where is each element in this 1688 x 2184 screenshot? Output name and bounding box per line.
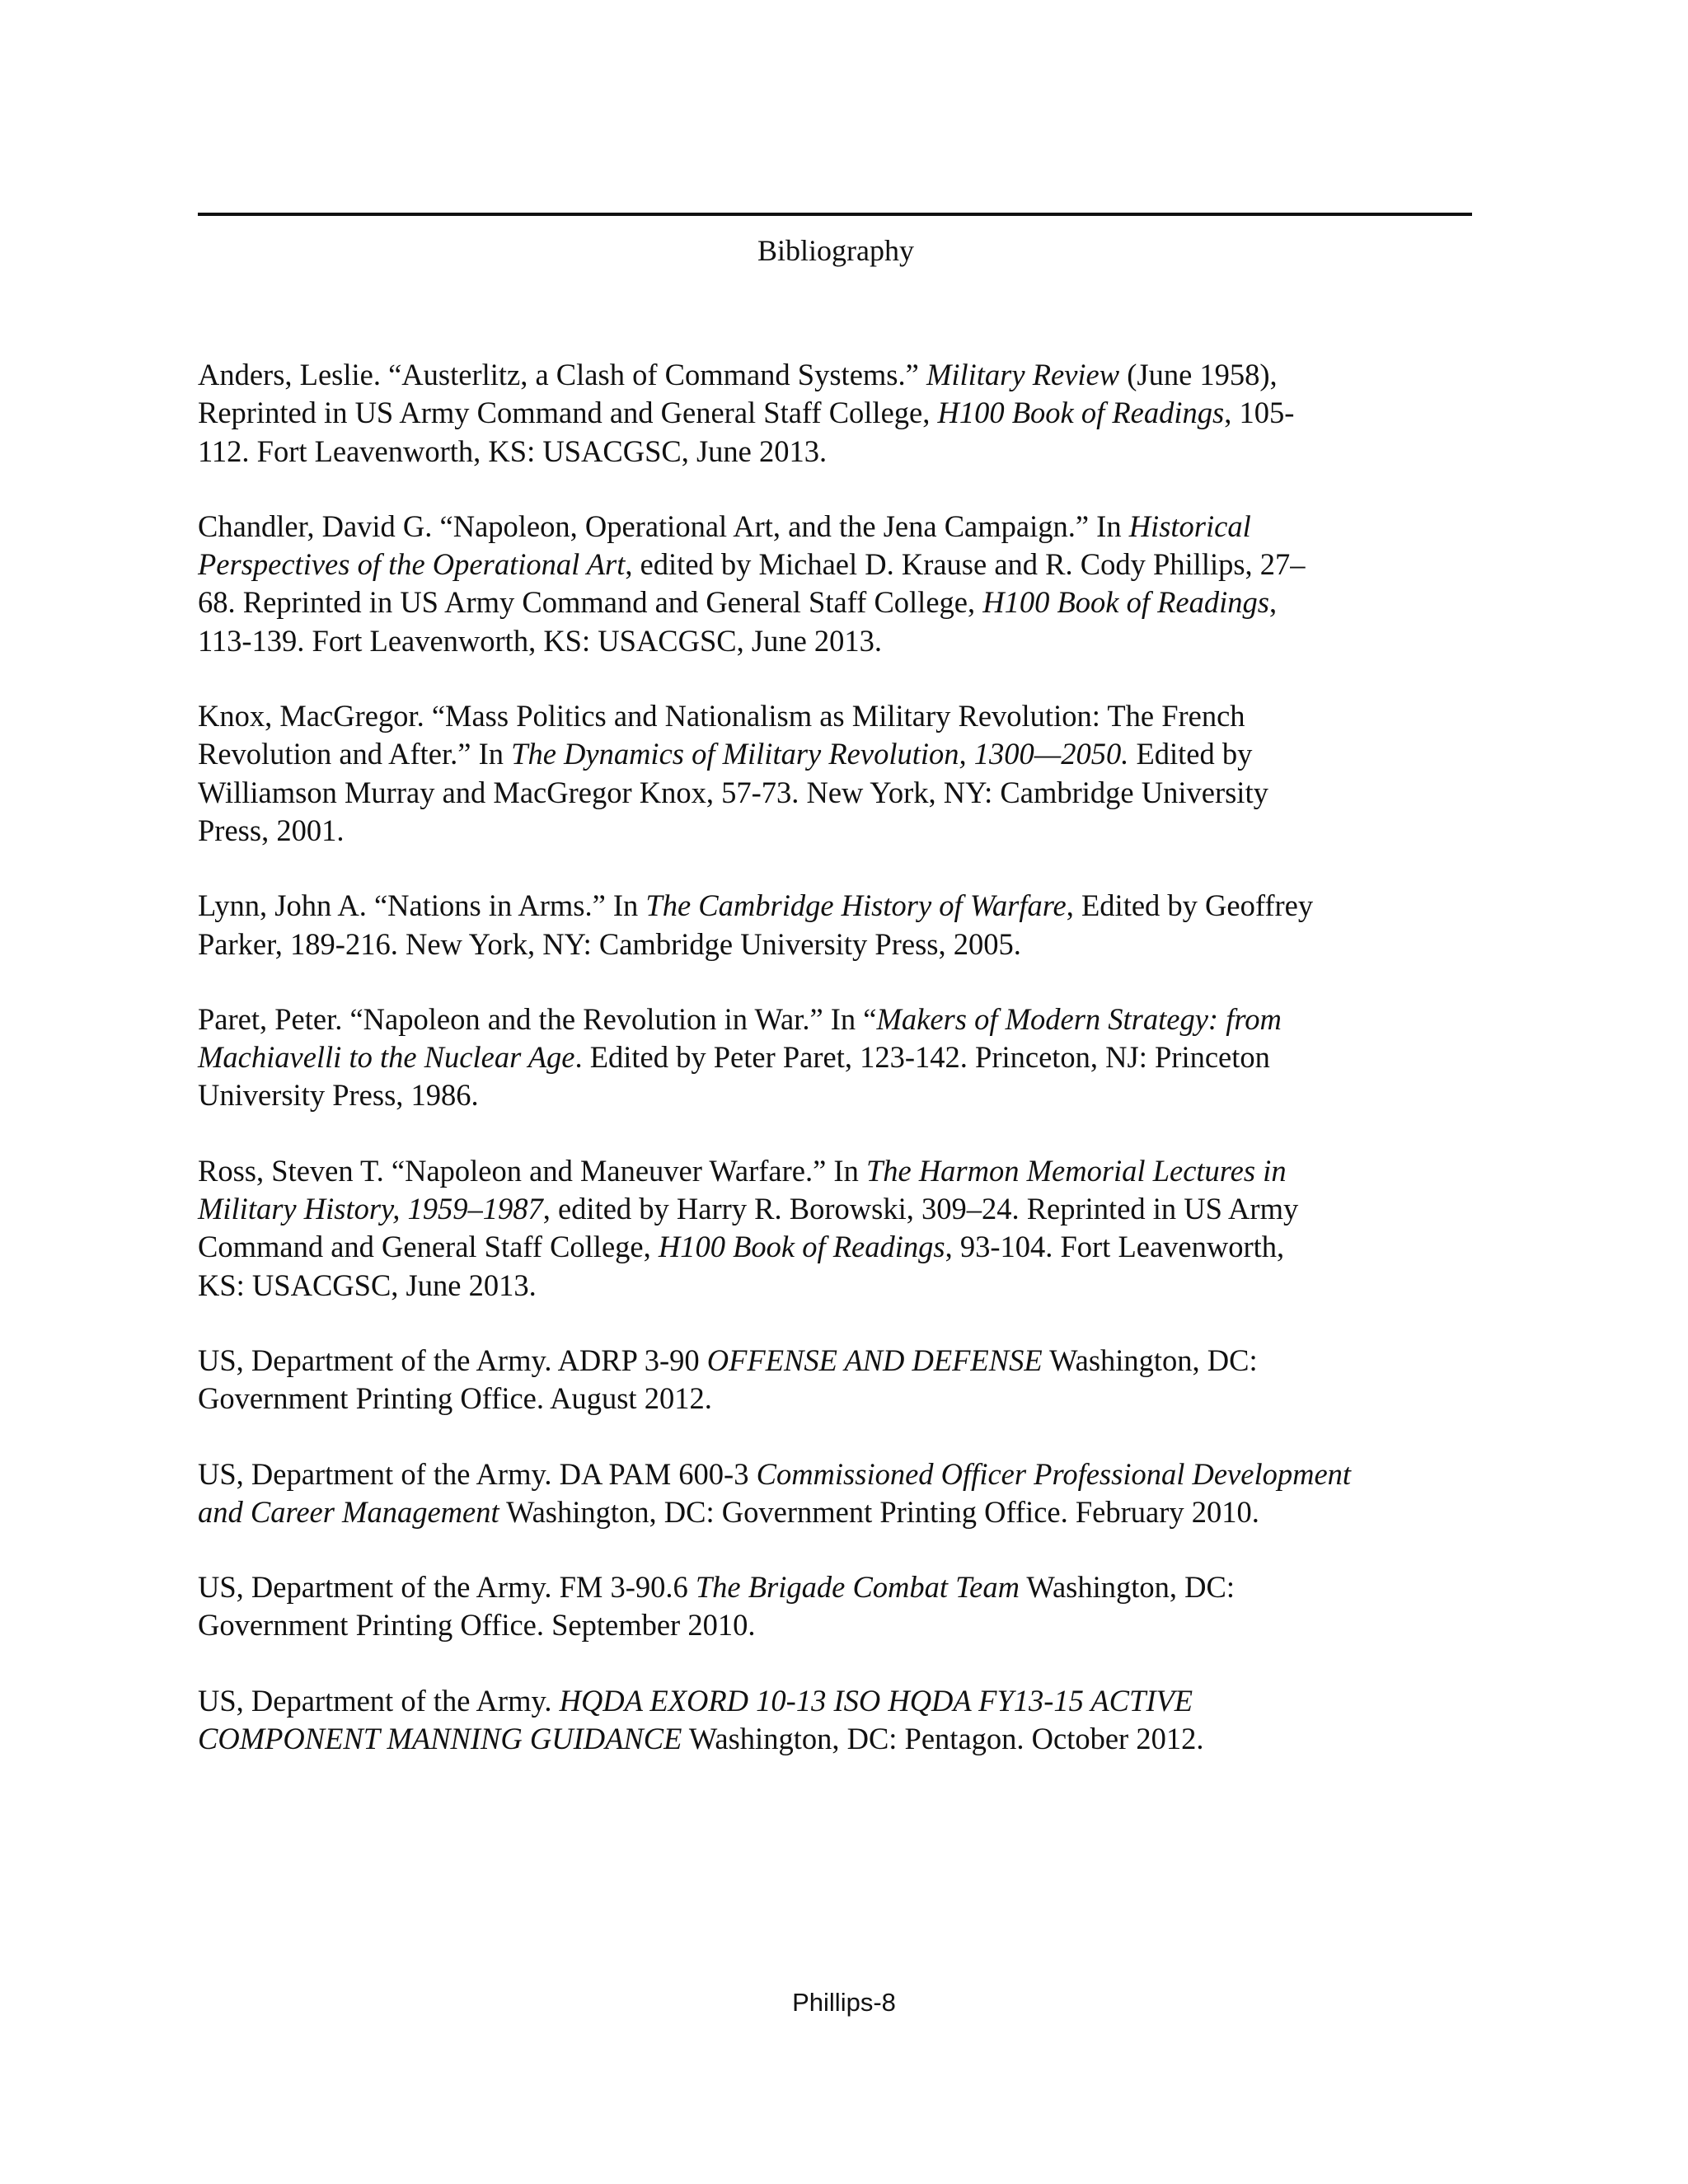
entry-text: (June 1958),: [1119, 358, 1278, 391]
bibliography-entry: [198, 1001, 1484, 1115]
entry-title-italic: Perspectives of the Operational Art: [198, 547, 626, 582]
entry-text: Chandler, David G. “Napoleon, Operational Art, and the Jena Campaign.” In: [198, 509, 1129, 543]
entry-line: [198, 622, 1484, 660]
entry-text: Press, 2001.: [198, 813, 345, 847]
entry-line: [198, 735, 1484, 773]
entry-text: US, Department of the Army. FM 3-90.6: [198, 1570, 696, 1605]
entry-text: US, Department of the Army. ADRP 3-90: [198, 1343, 707, 1377]
entry-title-italic: H100 Book of Readings: [982, 585, 1269, 620]
bibliography-entry: [198, 1342, 1484, 1418]
entry-line: [198, 1152, 1484, 1190]
entry-text: Washington, DC:: [1042, 1343, 1258, 1377]
entry-title-italic: HQDA EXORD 10-13 ISO HQDA FY13-15 ACTIVE: [559, 1683, 1193, 1718]
entry-line: [198, 1342, 1484, 1380]
entry-text: 113-139. Fort Leavenworth, KS: USACGSC, June 2013.: [198, 623, 883, 658]
page-heading: Bibliography: [757, 234, 914, 267]
entry-line: [198, 812, 1484, 850]
entry-title-italic: H100 Book of Readings: [937, 396, 1225, 430]
entry-text: KS: USACGSC, June 2013.: [198, 1268, 537, 1302]
entry-text: Washington, DC: Government Printing Office. February 2010.: [499, 1494, 1259, 1529]
entry-title-italic: H100 Book of Readings: [658, 1230, 945, 1264]
entry-text: Washington, DC: Pentagon. October 2012.: [682, 1722, 1204, 1756]
entry-line: [198, 1568, 1484, 1606]
entry-title-italic: Military Review: [926, 358, 1120, 391]
entry-text: Parker, 189-216. New York, NY: Cambridge University Press, 2005.: [198, 926, 1021, 961]
entry-text: Government Printing Office. September 2010.: [198, 1608, 756, 1643]
entry-line: [198, 1001, 1484, 1038]
bibliography-entry: [198, 1455, 1484, 1532]
bibliography-entry: [198, 1682, 1484, 1759]
entry-text: , Edited by Geoffrey: [1066, 888, 1314, 923]
entry-title-italic: Historical: [1128, 509, 1251, 543]
entry-line: [198, 1682, 1484, 1720]
entry-title-italic: Makers of Modern Strategy: from: [876, 1001, 1282, 1036]
entry-text: , 105-: [1224, 396, 1295, 430]
entry-title-italic: COMPONENT MANNING GUIDANCE: [198, 1722, 682, 1756]
entry-text: US, Department of the Army. DA PAM 600-3: [198, 1456, 757, 1491]
entry-line: [198, 1455, 1484, 1493]
entry-text: Paret, Peter. “Napoleon and the Revolution in War.” In “: [198, 1001, 877, 1036]
entry-text: Command and General Staff College,: [198, 1230, 659, 1264]
entry-line: [198, 1267, 1484, 1305]
entry-title-italic: Military History, 1959–1987: [198, 1192, 543, 1226]
bibliography-entry: [198, 887, 1484, 963]
entry-text: Government Printing Office. August 2012.: [198, 1381, 712, 1416]
entry-text: Washington, DC:: [1019, 1570, 1235, 1605]
entry-line: [198, 1720, 1484, 1758]
entry-title-italic: and Career Management: [198, 1494, 499, 1529]
entry-text: Williamson Murray and MacGregor Knox, 57-73. New York, NY: Cambridge University: [198, 775, 1268, 809]
entry-text: , edited by Michael D. Krause and R. Cody Phillips, 27–: [625, 547, 1306, 582]
page-footer: Phillips-8: [792, 1988, 896, 2017]
entry-text: Knox, MacGregor. “Mass Politics and Nationalism as Military Revolution: The French: [198, 699, 1245, 733]
entry-line: [198, 1038, 1484, 1076]
entry-title-italic: The Brigade Combat Team: [695, 1570, 1020, 1605]
entry-line: [198, 887, 1484, 925]
entry-text: Reprinted in US Army Command and General Staff College,: [198, 396, 938, 430]
entry-line: [198, 697, 1484, 735]
entry-text: Edited by: [1128, 737, 1253, 771]
entry-title-italic: Commissioned Officer Professional Development: [756, 1456, 1352, 1491]
entry-title-italic: OFFENSE AND DEFENSE: [706, 1343, 1043, 1377]
entry-line: [198, 508, 1484, 546]
entry-text: US, Department of the Army.: [198, 1683, 560, 1718]
entry-line: [198, 1228, 1484, 1266]
entry-line: [198, 394, 1484, 432]
entry-line: [198, 583, 1484, 621]
entry-title-italic: The Harmon Memorial Lectures in: [865, 1153, 1287, 1188]
entry-line: [198, 774, 1484, 812]
entry-line: [198, 1076, 1484, 1114]
entry-text: ,: [1268, 585, 1278, 620]
entry-text: Lynn, John A. “Nations in Arms.” In: [198, 888, 646, 923]
entry-line: [198, 926, 1484, 963]
bibliography-entry: [198, 508, 1484, 660]
entry-text: . Edited by Peter Paret, 123-142. Princeton, NJ: Princeton: [574, 1040, 1270, 1075]
entry-line: [198, 433, 1484, 471]
heading-rule: [198, 213, 1472, 216]
entry-text: 112. Fort Leavenworth, KS: USACGSC, June 2013.: [198, 434, 828, 468]
bibliography-entry: [198, 697, 1484, 850]
entry-line: [198, 1606, 1484, 1644]
entry-text: University Press, 1986.: [198, 1078, 479, 1113]
bibliography-list: [198, 356, 1484, 1795]
entry-line: [198, 1493, 1484, 1531]
entry-title-italic: The Dynamics of Military Revolution, 1300—2050.: [511, 737, 1129, 771]
entry-title-italic: The Cambridge History of Warfare: [645, 888, 1067, 923]
entry-text: Ross, Steven T. “Napoleon and Maneuver Warfare.” In: [198, 1153, 866, 1188]
entry-line: [198, 1190, 1484, 1228]
entry-text: , 93-104. Fort Leavenworth,: [945, 1230, 1285, 1264]
bibliography-entry: [198, 1152, 1484, 1305]
entry-line: [198, 1380, 1484, 1418]
entry-line: [198, 356, 1484, 394]
entry-text: 68. Reprinted in US Army Command and General Staff College,: [198, 585, 983, 620]
entry-title-italic: Machiavelli to the Nuclear Age: [198, 1040, 575, 1075]
entry-line: [198, 546, 1484, 583]
bibliography-entry: [198, 1568, 1484, 1645]
entry-text: , edited by Harry R. Borowski, 309–24. Reprinted in US Army: [542, 1192, 1299, 1226]
entry-text: Anders, Leslie. “Austerlitz, a Clash of Command Systems.”: [198, 358, 926, 391]
bibliography-entry: [198, 356, 1484, 471]
entry-text: Revolution and After.” In: [198, 737, 512, 771]
